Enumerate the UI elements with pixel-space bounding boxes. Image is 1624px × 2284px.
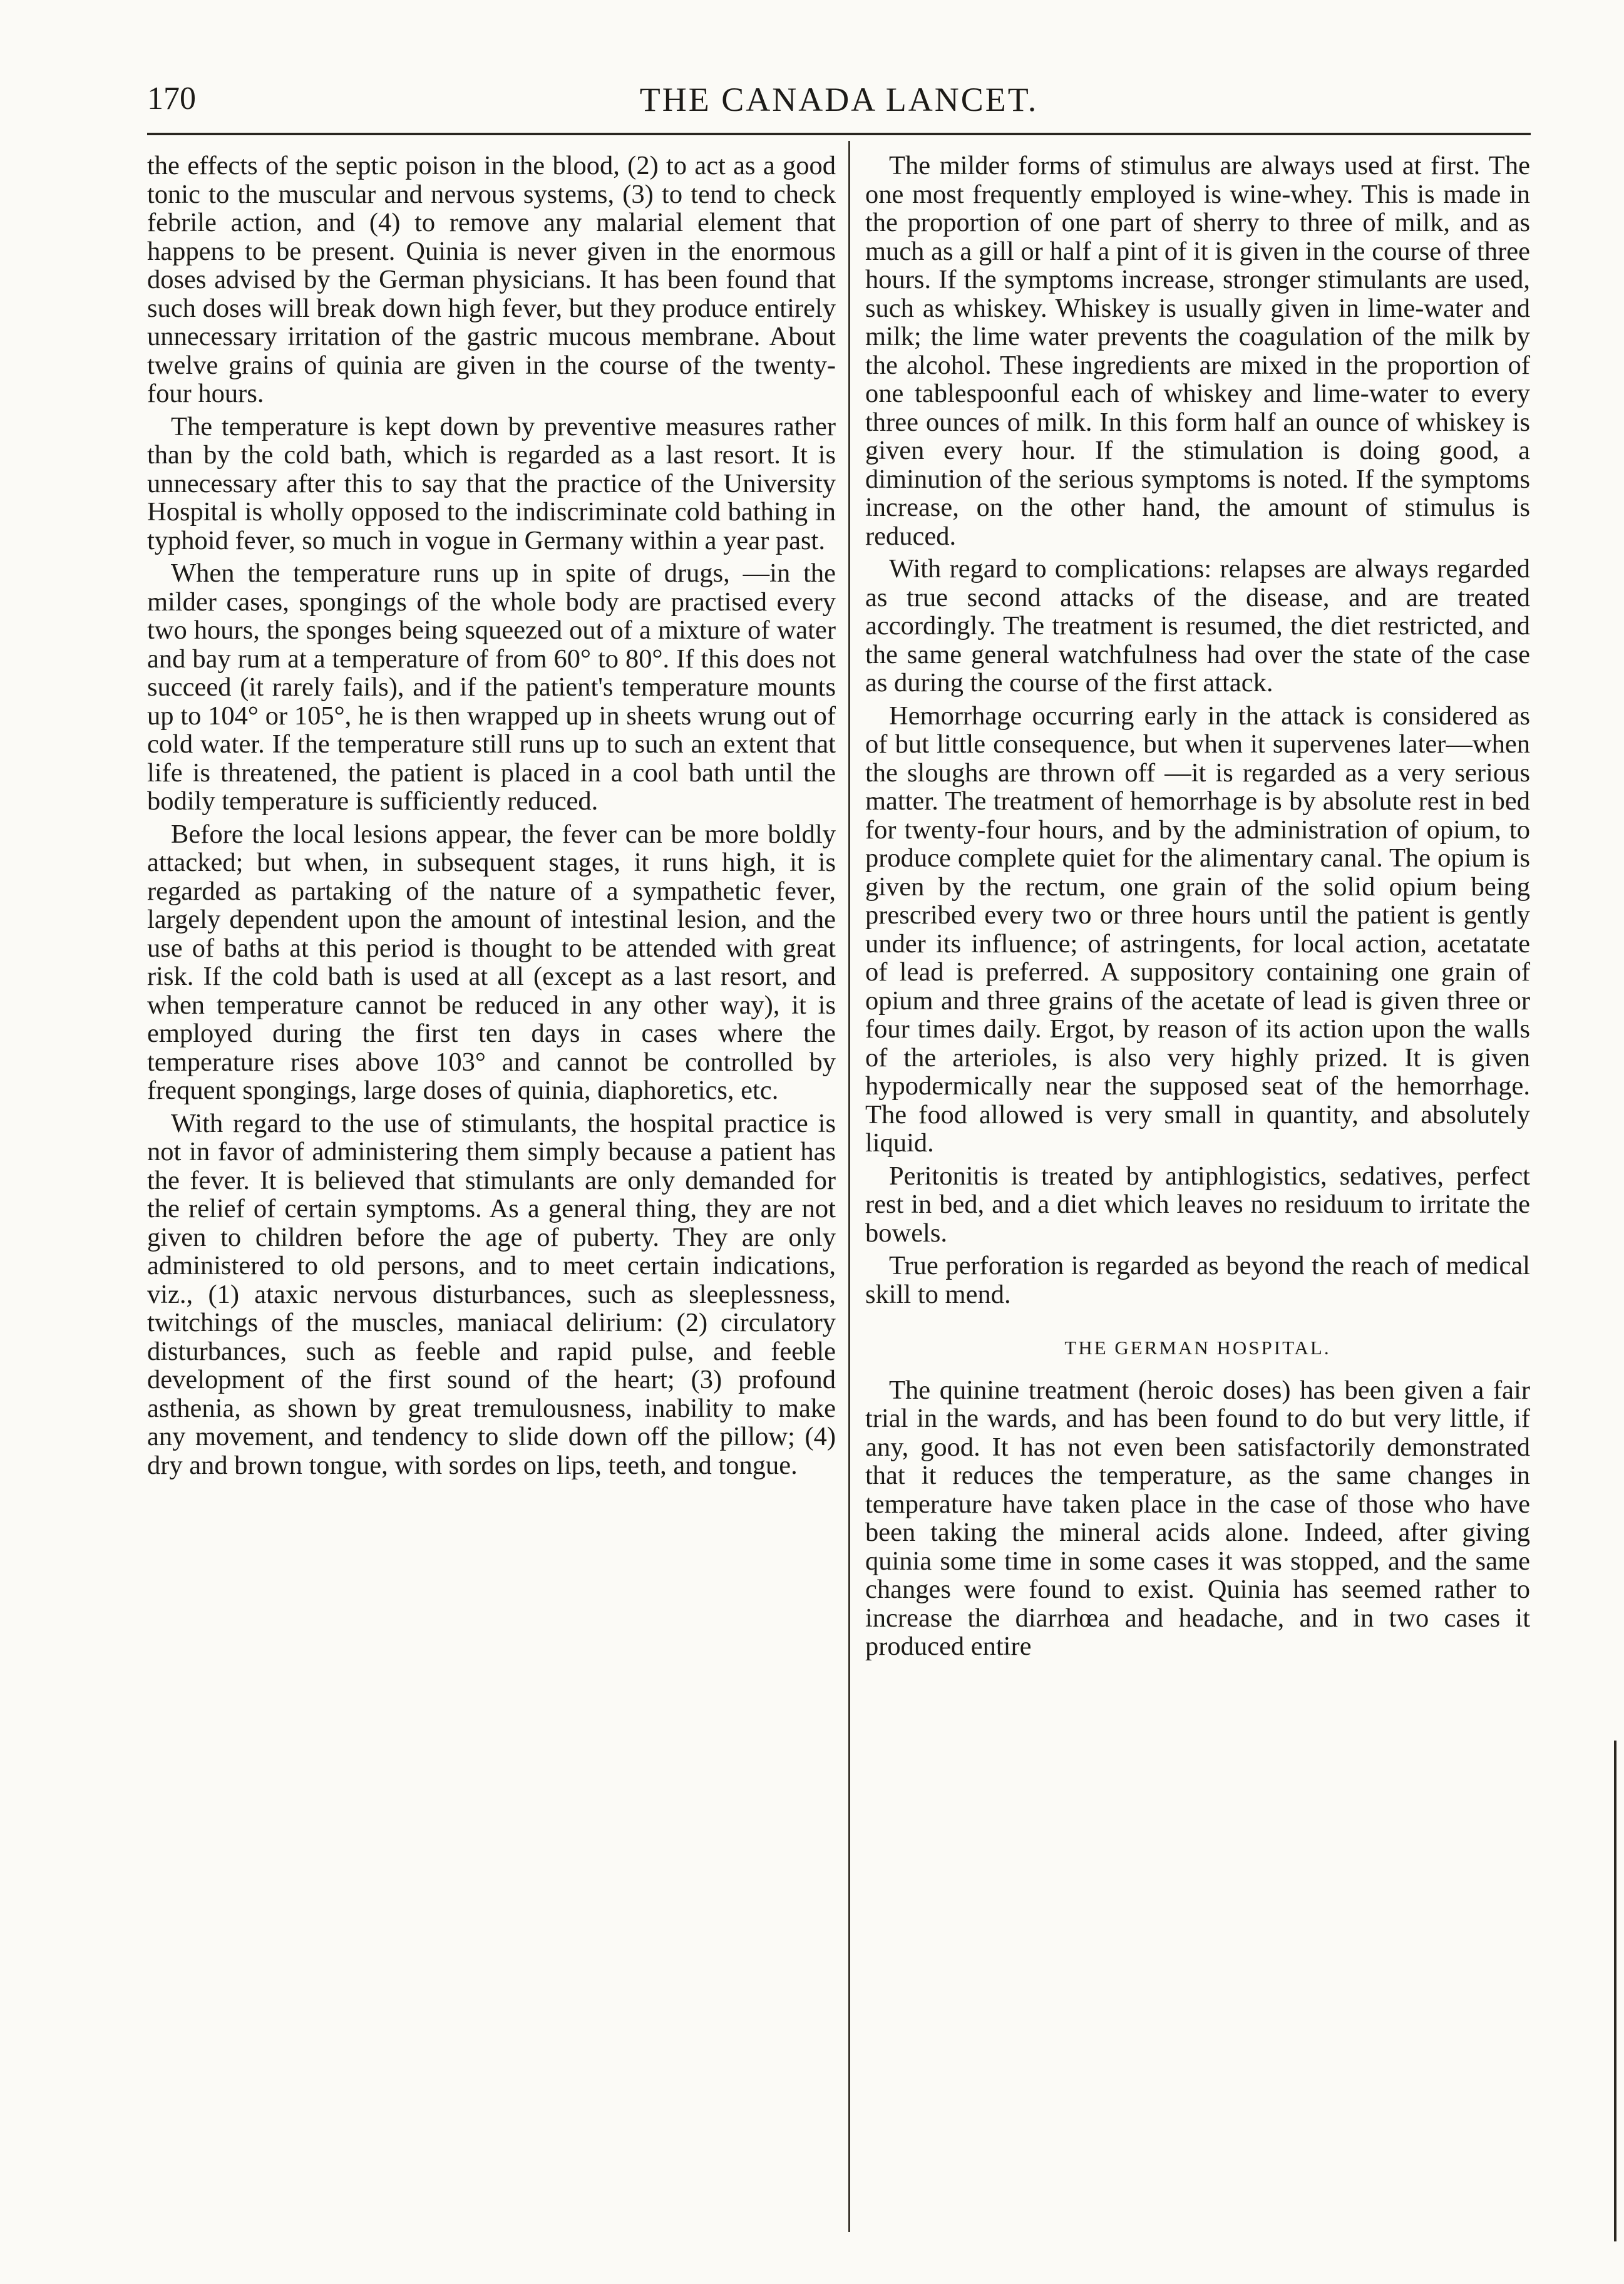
paragraph: With regard to the use of stimulants, the hospital practice is not in favor of administering them simply because a patient has the fever. It is believed that stimulants are only demanded for the relief of certain symptoms. As a general thing, they are not given to children before the age of puberty. They are only administered to old persons, and to meet certain indications, viz., (1) ataxic nervous disturbances, such as sleeplessness, twitchings of the muscles, maniacal delirium: (2) circulatory disturbances, such as feeble and rapid pulse, and feeble development of the first sound of the heart; (3) profound asthenia, as shown by great tremulousness, inability to make any movement, and tendency to slide down off the pillow; (4) dry and brown tongue, with sordes on lips, teeth, and tongue. <box>147 1108 836 1480</box>
page-number: 170 <box>147 81 196 116</box>
paragraph: the effects of the septic poison in the blood, (2) to act as a good tonic to the muscular and nervous systems, (3) to tend to check febrile action, and (4) to remove any malarial element that happens to be present. Quinia is never given in the enormous doses advised by the German physicians. It has been found that such doses will break down high fever, but they produce entirely unnecessary irritation of the gastric mucous membrane. About twelve grains of quinia are given in the course of the twenty-four hours. <box>147 151 836 408</box>
paragraph: True perforation is regarded as beyond the reach of medical skill to mend. <box>865 1251 1530 1309</box>
page-edge-mark <box>1614 1741 1616 2241</box>
paragraph: Hemorrhage occurring early in the attack is considered as of but little consequence, but when it supervenes later—when the sloughs are thrown off —it is regarded as a very serious matter. The treatment of hemorrhage is by absolute rest in bed for twenty-four hours, and by the administration of opium, to produce complete quiet for the alimentary canal. The opium is given by the rectum, one grain of the solid opium being prescribed every two or three hours until the patient is gently under its influence; of astringents, for local action, acetatate of lead is preferred. A suppository containing one grain of opium and three grains of the acetate of lead is given three or four times daily. Ergot, by reason of its action upon the walls of the arterioles, is also very highly prized. It is given hypodermically near the supposed seat of the hemorrhage. The food allowed is very small in quantity, and absolutely liquid. <box>865 701 1530 1158</box>
paragraph: The temperature is kept down by preventive measures rather than by the cold bath, which is regarded as a last resort. It is unnecessary after this to say that the practice of the University Hospital is wholly opposed to the indiscriminate cold bathing in typhoid fever, so much in vogue in Germany within a year past. <box>147 411 836 555</box>
left-column <box>147 152 836 1484</box>
paragraph: When the temperature runs up in spite of drugs, —in the milder cases, spongings of the whole body are practised every two hours, the sponges being squeezed out of a mixture of water and bay rum at a temperature of from 60° to 80°. If this does not succeed (it rarely fails), and if the patient's temperature mounts up to 104° or 105°, he is then wrapped up in sheets wrung out of cold water. If the temperature still runs up to such an extent that life is threatened, the patient is placed in a cool bath until the bodily temperature is sufficiently reduced. <box>147 558 836 816</box>
paragraph: Before the local lesions appear, the fever can be more boldly attacked; but when, in subsequent stages, it runs high, it is regarded as partaking of the nature of a sympathetic fever, largely dependent upon the amount of intestinal lesion, and the use of baths at this period is thought to be attended with great risk. If the cold bath is used at all (except as a last resort, and when temperature cannot be reduced in any other way), it is employed during the first ten days in cases where the temperature rises above 103° and cannot be controlled by frequent spongings, large doses of quinia, diaphoretics, etc. <box>147 819 836 1105</box>
paragraph: The milder forms of stimulus are always used at first. The one most frequently employed is wine-whey. This is made in the proportion of one part of sherry to three of milk, and as much as a gill or half a pint of it is given in the course of three hours. If the symptoms increase, stronger stimulants are used, such as whiskey. Whiskey is usually given in lime-water and milk; the lime water prevents the coagulation of the milk by the alcohol. These ingredients are mixed in the proportion of one tablespoonful each of whiskey and lime-water to every three ounces of milk. In this form half an ounce of whiskey is given every hour. If the stimulation is doing good, a diminution of the serious symptoms is noted. If the symptoms increase, on the other hand, the amount of stimulus is reduced. <box>865 151 1530 551</box>
right-column <box>865 152 1530 1665</box>
header-rule <box>147 133 1531 135</box>
paragraph: With regard to complications: relapses are always regarded as true second attacks of the disease, and are treated accordingly. The treatment is resumed, the diet restricted, and the same general watchfulness had over the state of the case as during the course of the first attack. <box>865 554 1530 697</box>
page-header <box>147 80 1531 124</box>
running-title: THE CANADA LANCET. <box>639 81 1039 118</box>
paragraph: Peritonitis is treated by antiphlogistics, sedatives, perfect rest in bed, and a diet which leaves no residuum to irritate the bowels. <box>865 1161 1530 1248</box>
column-divider <box>848 141 850 2232</box>
section-heading: THE GERMAN HOSPITAL. <box>1064 1337 1331 1359</box>
paragraph: The quinine treatment (heroic doses) has been given a fair trial in the wards, and has been found to do but very little, if any, good. It has not even been satisfactorily demonstrated that it reduces the temperature, as the same changes in temperature have taken place in the case of those who have been taking the mineral acids alone. Indeed, after giving quinia some time in some cases it was stopped, and the same changes were found to exist. Quinia has seemed rather to increase the diarrhœa and headache, and in two cases it produced entire <box>865 1375 1530 1661</box>
